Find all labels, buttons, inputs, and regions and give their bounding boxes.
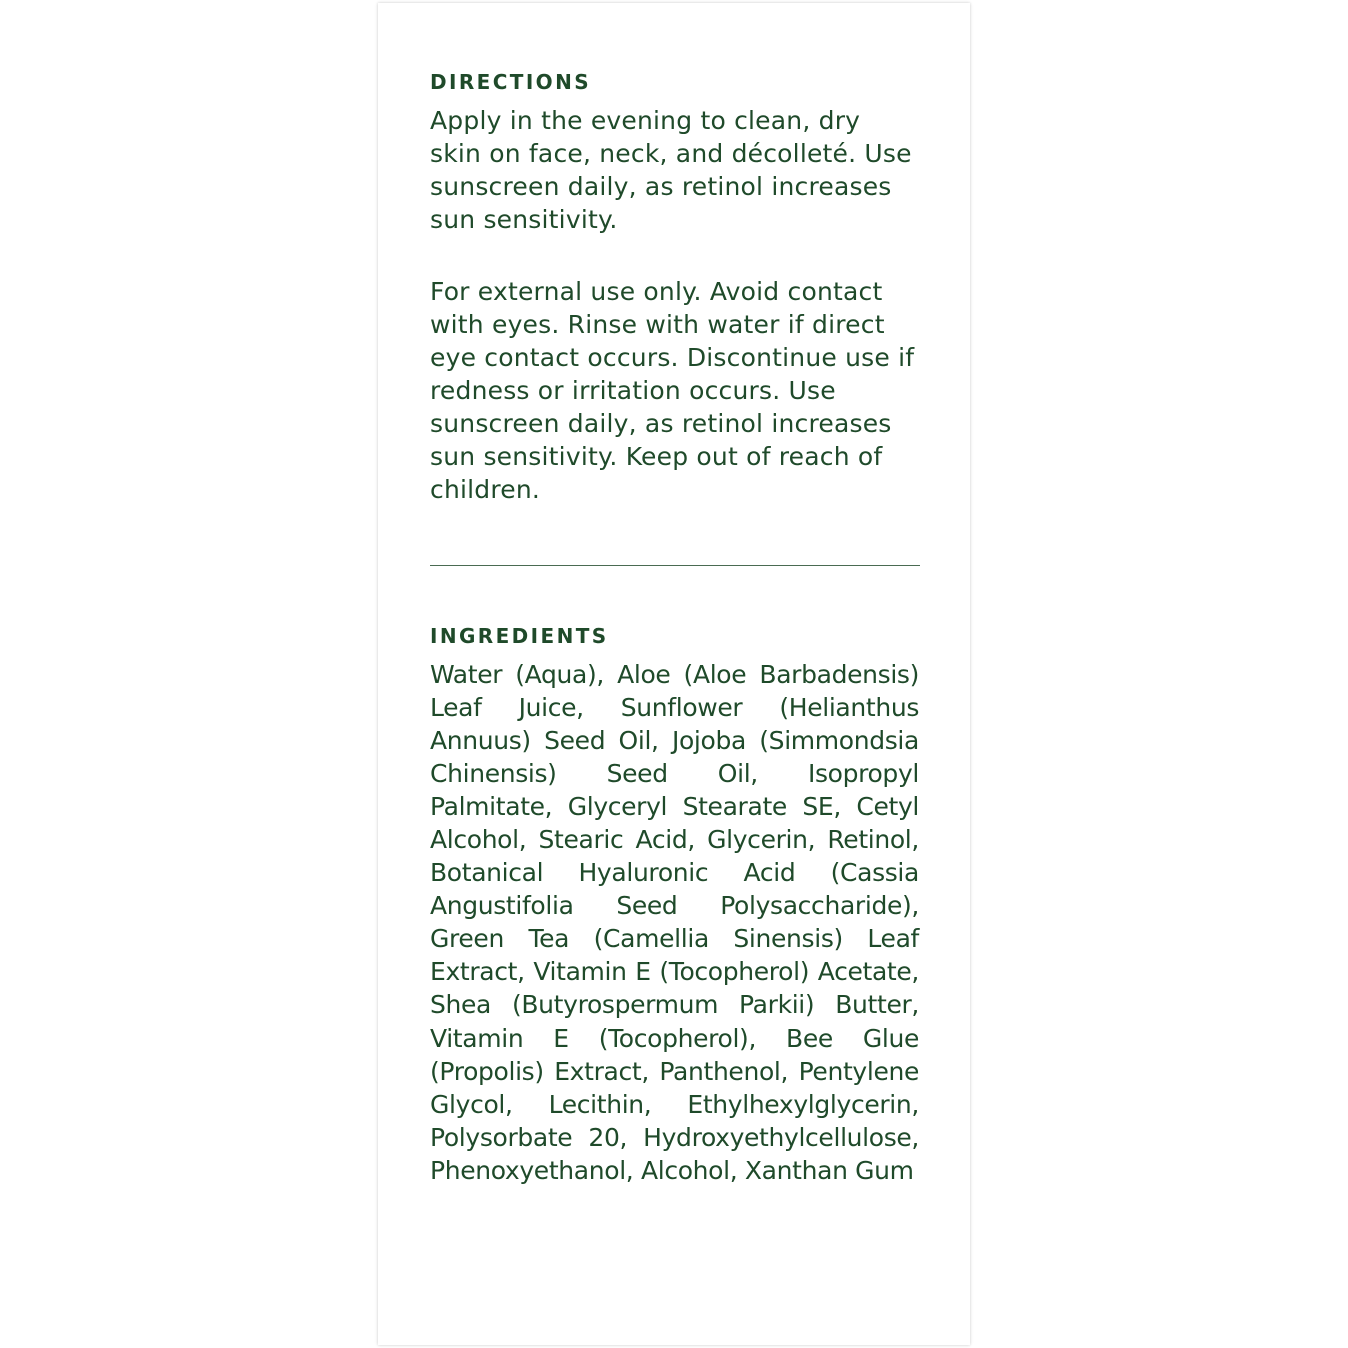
directions-heading: DIRECTIONS bbox=[430, 70, 592, 94]
warnings-paragraph: For external use only. Avoid contact with eyes. Rinse with water if direct eye contact occurs. Discontinue use if redness or irritation occurs. Use sunscreen daily, as retinol increases sun sensitivity. Keep out of reach of children. bbox=[430, 277, 915, 504]
section-divider bbox=[430, 565, 920, 566]
ingredients-list: Water (Aqua), Aloe (Aloe Barbadensis) Leaf Juice, Sunflower (Helianthus Annuus) Seed Oil, Jojoba (Simmondsia Chinensis) Seed Oil, Isopropyl Palmitate, Glyceryl Stearate SE, Cetyl Alcohol, Stearic Acid, Glycerin, Retinol, Botanical Hyaluronic Acid (Cassia Angustifolia Seed Polysaccharide), Green Tea (Camellia Sinensis) Leaf Extract, Vitamin E (Tocopherol) Acetate, Shea (Butyrospermum Parkii) Butter, Vitamin E (Tocopherol), Bee Glue (Propolis) Extract, Panthenol, Pentylene Glycol, Lecithin, Ethylhexylglycerin, Polysorbate 20, Hydroxyethylcellulose, Phenoxyethanol, Alcohol, Xanthan Gum bbox=[430, 660, 919, 1185]
ingredients-heading: INGREDIENTS bbox=[430, 624, 609, 648]
directions-paragraph: Apply in the evening to clean, dry skin on face, neck, and décolleté. Use sunscreen daily, as retinol increases sun sensitivity. bbox=[430, 106, 912, 234]
label-panel bbox=[378, 3, 970, 1345]
label-content bbox=[430, 67, 919, 1187]
